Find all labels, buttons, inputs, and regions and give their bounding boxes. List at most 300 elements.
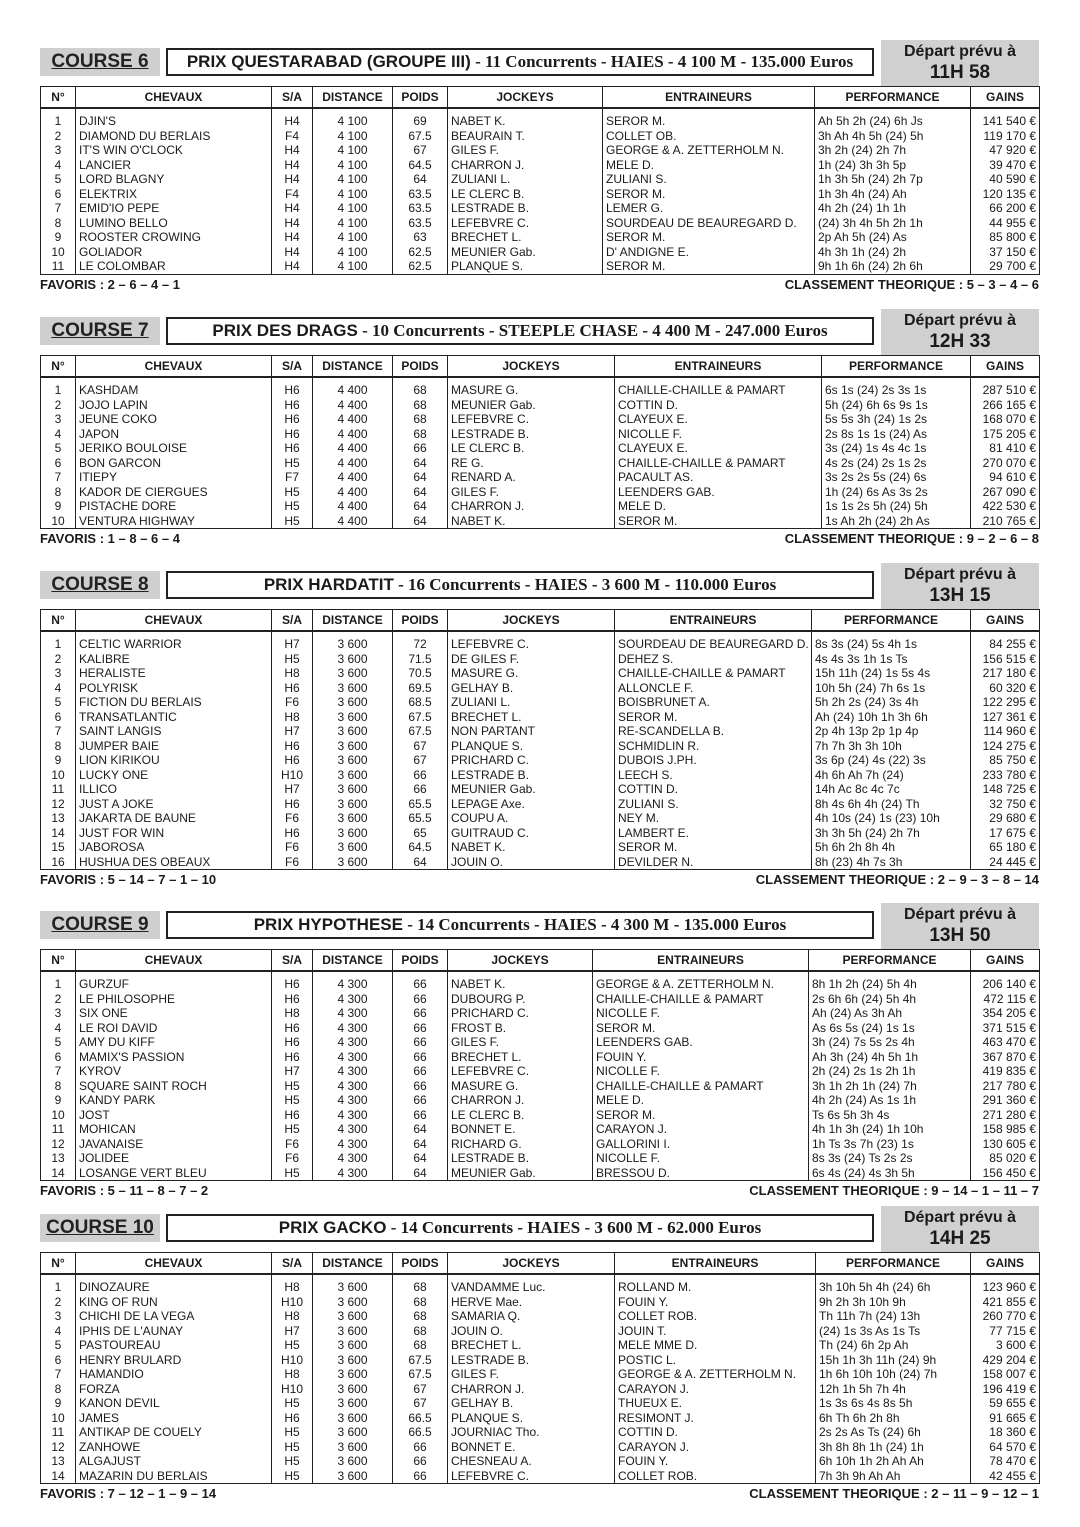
performance: 7h 7h 3h 3h 10h: [812, 739, 971, 754]
earnings: 270 070 €: [971, 456, 1040, 471]
trainer: CARAYON J.: [615, 1440, 816, 1455]
table-row: [41, 1469, 1040, 1484]
runner-number: 1: [41, 1274, 76, 1295]
distance: 3 600: [313, 855, 393, 870]
table-row: [41, 441, 1040, 456]
jockey: LESTRADE B.: [448, 1353, 615, 1368]
trainer: SOURDEAU DE BEAUREGARD D.: [603, 216, 815, 231]
weight: 62.5: [393, 259, 448, 274]
jockey: CHARRON J.: [448, 1382, 615, 1397]
earnings: 3 600 €: [971, 1338, 1040, 1353]
departure-box: [881, 563, 1039, 609]
horse-name: FORZA: [76, 1382, 272, 1397]
runner-number: 3: [41, 1309, 76, 1324]
classement-value: 2 – 9 – 3 – 8 – 14: [937, 872, 1039, 887]
sex-age: H6: [272, 412, 313, 427]
table-row: [41, 216, 1040, 231]
weight: 66: [393, 1079, 448, 1094]
table-row: [41, 1274, 1040, 1295]
weight: 64.5: [393, 840, 448, 855]
horse-name: SAINT LANGIS: [76, 724, 272, 739]
table-row: [41, 1440, 1040, 1455]
table-row: [41, 631, 1040, 652]
jockey: NABET K.: [448, 108, 603, 129]
horse-name: ZANHOWE: [76, 1440, 272, 1455]
horse-name: CHICHI DE LA VEGA: [76, 1309, 272, 1324]
earnings: 156 515 €: [971, 652, 1040, 667]
weight: 67: [393, 1396, 448, 1411]
distance: 4 400: [313, 470, 393, 485]
horse-name: JAMES: [76, 1411, 272, 1426]
performance: 3h 1h 2h 1h (24) 7h: [809, 1079, 971, 1094]
trainer: RE-SCANDELLA B.: [615, 724, 812, 739]
horse-name: JOLIDEE: [76, 1151, 272, 1166]
table-row: [41, 652, 1040, 667]
trainer: LEENDERS GAB.: [593, 1035, 809, 1050]
earnings: 130 605 €: [971, 1137, 1040, 1152]
distance: 4 300: [313, 1122, 393, 1137]
horse-name: JEUNE COKO: [76, 412, 272, 427]
jockey: HERVE Mae.: [448, 1295, 615, 1310]
jockey: LESTRADE B.: [448, 768, 615, 783]
performance: 2s 6h 6h (24) 5h 4h: [809, 992, 971, 1007]
runner-number: 9: [41, 1396, 76, 1411]
runner-number: 9: [41, 753, 76, 768]
jockey: RICHARD G.: [448, 1137, 593, 1152]
performance: 1h (24) 6s As 3s 2s: [822, 485, 971, 500]
col-header: JOCKEYS: [448, 87, 603, 109]
horse-name: HUSHUA DES OBEAUX: [76, 855, 272, 870]
earnings: 233 780 €: [971, 768, 1040, 783]
weight: 69.5: [393, 681, 448, 696]
col-header: JOCKEYS: [448, 950, 593, 972]
runner-number: 8: [41, 1079, 76, 1094]
table-row: [41, 108, 1040, 129]
sex-age: H6: [272, 1108, 313, 1123]
trainer: MELE D.: [593, 1093, 809, 1108]
distance: 4 300: [313, 971, 393, 992]
weight: 68.5: [393, 695, 448, 710]
distance: 4 300: [313, 1006, 393, 1021]
jockey: CHESNEAU A.: [448, 1454, 615, 1469]
favoris: [40, 275, 180, 295]
horse-name: JERIKO BOULOISE: [76, 441, 272, 456]
performance: 4h 2h (24) 1h 1h: [815, 201, 971, 216]
weight: 66.5: [393, 1411, 448, 1426]
trainer: ALLONCLE F.: [615, 681, 812, 696]
jockey: LE CLERC B.: [448, 187, 603, 202]
weight: 67: [393, 143, 448, 158]
departure-time: 13H 50: [929, 925, 991, 946]
trainer: SEROR M.: [603, 259, 815, 274]
jockey: LE CLERC B.: [448, 441, 615, 456]
horse-name: AMY DU KIFF: [76, 1035, 272, 1050]
runner-number: 4: [41, 1021, 76, 1036]
course-title: [166, 48, 874, 76]
horse-name: JUMPER BAIE: [76, 739, 272, 754]
jockey: LEFEBVRE C.: [448, 631, 615, 652]
favoris: [40, 870, 216, 890]
weight: 66: [393, 1440, 448, 1455]
earnings: 123 960 €: [971, 1274, 1040, 1295]
trainer: FOUIN Y.: [593, 1050, 809, 1065]
distance: 3 600: [313, 666, 393, 681]
table-row: [41, 143, 1040, 158]
horse-name: JOST: [76, 1108, 272, 1123]
race-description: - 16 Concurrents - HAIES - 3 600 M - 110.000 Euros: [393, 575, 777, 594]
table-row: [41, 1338, 1040, 1353]
trainer: LEENDERS GAB.: [615, 485, 822, 500]
course-footer: [40, 275, 1039, 295]
distance: 4 100: [313, 230, 393, 245]
race-description: - 14 Concurrents - HAIES - 3 600 M - 62.000 Euros: [386, 1218, 762, 1237]
table-row: [41, 1137, 1040, 1152]
table-row: [41, 753, 1040, 768]
horse-name: MOHICAN: [76, 1122, 272, 1137]
performance: 3h 8h 8h 1h (24) 1h: [816, 1440, 971, 1455]
earnings: 29 680 €: [971, 811, 1040, 826]
weight: 64: [393, 485, 448, 500]
sex-age: H5: [272, 1469, 313, 1484]
jockey: DUBOURG P.: [448, 992, 593, 1007]
runner-number: 13: [41, 811, 76, 826]
trainer: CLAYEUX E.: [615, 441, 822, 456]
col-header: S/A: [272, 610, 313, 632]
sex-age: H8: [272, 1274, 313, 1295]
course-header: [40, 40, 1039, 86]
performance: 7h 3h 9h Ah Ah: [816, 1469, 971, 1484]
distance: 4 100: [313, 259, 393, 274]
distance: 3 600: [313, 1411, 393, 1426]
jockey: CHARRON J.: [448, 499, 615, 514]
jockey: ZULIANI L.: [448, 172, 603, 187]
course-footer: [40, 1484, 1039, 1504]
runner-number: 7: [41, 1367, 76, 1382]
trainer: SEROR M.: [603, 108, 815, 129]
horse-name: KING OF RUN: [76, 1295, 272, 1310]
weight: 64: [393, 470, 448, 485]
sex-age: H7: [272, 1324, 313, 1339]
jockey: LESTRADE B.: [448, 1151, 593, 1166]
table-row: [41, 724, 1040, 739]
performance: 4h 1h 3h (24) 1h 10h: [809, 1122, 971, 1137]
horse-name: JUST A JOKE: [76, 797, 272, 812]
runner-number: 9: [41, 1093, 76, 1108]
col-header: S/A: [272, 356, 313, 378]
jockey: PLANQUE S.: [448, 1411, 615, 1426]
earnings: 94 610 €: [971, 470, 1040, 485]
runner-number: 10: [41, 1411, 76, 1426]
col-header: DISTANCE: [313, 610, 393, 632]
earnings: 40 590 €: [971, 172, 1040, 187]
earnings: 66 200 €: [971, 201, 1040, 216]
table-row: [41, 1093, 1040, 1108]
distance: 4 300: [313, 1035, 393, 1050]
table-row: [41, 768, 1040, 783]
course-title: [166, 911, 874, 939]
jockey: JOURNIAC Tho.: [448, 1425, 615, 1440]
table-row: [41, 245, 1040, 260]
weight: 63.5: [393, 201, 448, 216]
distance: 4 100: [313, 158, 393, 173]
weight: 62.5: [393, 245, 448, 260]
col-header: JOCKEYS: [448, 610, 615, 632]
jockey: NABET K.: [448, 514, 615, 529]
distance: 4 400: [313, 427, 393, 442]
earnings: 148 725 €: [971, 782, 1040, 797]
sex-age: H4: [272, 158, 313, 173]
horse-name: ROOSTER CROWING: [76, 230, 272, 245]
runner-number: 2: [41, 652, 76, 667]
performance: 14h Ac 8c 4c 7c: [812, 782, 971, 797]
horse-name: GOLIADOR: [76, 245, 272, 260]
table-row: [41, 1079, 1040, 1094]
sex-age: H5: [272, 485, 313, 500]
weight: 66: [393, 1021, 448, 1036]
runner-number: 10: [41, 245, 76, 260]
sex-age: H5: [272, 1166, 313, 1181]
jockey: CHARRON J.: [448, 158, 603, 173]
trainer: NEY M.: [615, 811, 812, 826]
performance: 3s (24) 1s 4s 4c 1s: [822, 441, 971, 456]
earnings: 210 765 €: [971, 514, 1040, 529]
performance: 2s 2s As Ts (24) 6h: [816, 1425, 971, 1440]
earnings: 77 715 €: [971, 1324, 1040, 1339]
favoris: [40, 1484, 216, 1504]
col-header: POIDS: [393, 356, 448, 378]
distance: 3 600: [313, 1295, 393, 1310]
horse-name: LE ROI DAVID: [76, 1021, 272, 1036]
jockey: MASURE G.: [448, 377, 615, 398]
earnings: 291 360 €: [971, 1093, 1040, 1108]
trainer: ZULIANI S.: [615, 797, 812, 812]
trainer: CHAILLE-CHAILLE & PAMART: [615, 456, 822, 471]
favoris-label: FAVORIS :: [40, 276, 105, 292]
performance: As 6s 5s (24) 1s 1s: [809, 1021, 971, 1036]
favoris-value: 7 – 12 – 1 – 9 – 14: [107, 1486, 217, 1501]
trainer: MELE D.: [603, 158, 815, 173]
performance: 1h 6h 10h 10h (24) 7h: [816, 1367, 971, 1382]
sex-age: H5: [272, 1425, 313, 1440]
table-row: [41, 172, 1040, 187]
weight: 68: [393, 1324, 448, 1339]
weight: 68: [393, 377, 448, 398]
trainer: MELE MME D.: [615, 1338, 816, 1353]
sex-age: H7: [272, 631, 313, 652]
favoris: [40, 529, 180, 549]
horse-name: JUST FOR WIN: [76, 826, 272, 841]
trainer: THUEUX E.: [615, 1396, 816, 1411]
performance: 2p Ah 5h (24) As: [815, 230, 971, 245]
col-header: GAINS: [971, 87, 1040, 109]
runner-number: 7: [41, 201, 76, 216]
earnings: 429 204 €: [971, 1353, 1040, 1368]
col-header: N°: [41, 87, 76, 109]
weight: 67: [393, 739, 448, 754]
runner-number: 14: [41, 1469, 76, 1484]
runner-number: 3: [41, 143, 76, 158]
course-header: [40, 1206, 1039, 1252]
sex-age: H10: [272, 1295, 313, 1310]
runner-number: 14: [41, 1166, 76, 1181]
performance: 1h 3h 4h (24) Ah: [815, 187, 971, 202]
performance: 4h 3h 1h (24) 2h: [815, 245, 971, 260]
horse-name: ELEKTRIX: [76, 187, 272, 202]
jockey: FROST B.: [448, 1021, 593, 1036]
sex-age: H5: [272, 1454, 313, 1469]
table-row: [41, 187, 1040, 202]
earnings: 18 360 €: [971, 1425, 1040, 1440]
earnings: 260 770 €: [971, 1309, 1040, 1324]
col-header: ENTRAINEURS: [615, 1253, 816, 1275]
trainer: SCHMIDLIN R.: [615, 739, 812, 754]
course-number: COURSE 6: [40, 48, 160, 76]
weight: 67.5: [393, 1367, 448, 1382]
jockey: MEUNIER Gab.: [448, 245, 603, 260]
sex-age: H6: [272, 441, 313, 456]
jockey: BONNET E.: [448, 1440, 615, 1455]
performance: (24) 3h 4h 5h 2h 1h: [815, 216, 971, 231]
table-row: [41, 514, 1040, 529]
weight: 65.5: [393, 811, 448, 826]
earnings: 141 540 €: [971, 108, 1040, 129]
trainer: COLLET OB.: [603, 129, 815, 144]
race-description: - 11 Concurrents - HAIES - 4 100 M - 135.000 Euros: [470, 52, 854, 71]
table-row: [41, 499, 1040, 514]
classement-value: 5 – 3 – 4 – 6: [966, 276, 1039, 292]
trainer: DUBOIS J.PH.: [615, 753, 812, 768]
horse-name: JOJO LAPIN: [76, 398, 272, 413]
performance: 1h (24) 3h 3h 5p: [815, 158, 971, 173]
sex-age: H4: [272, 216, 313, 231]
departure-label: Départ prévu à: [903, 312, 1017, 329]
trainer: NICOLLE F.: [593, 1006, 809, 1021]
distance: 4 300: [313, 1050, 393, 1065]
distance: 3 600: [313, 1324, 393, 1339]
favoris-label: FAVORIS :: [40, 1486, 105, 1501]
performance: 2h (24) 2s 1s 2h 1h: [809, 1064, 971, 1079]
col-header: PERFORMANCE: [816, 1253, 971, 1275]
jockey: GUITRAUD C.: [448, 826, 615, 841]
sex-age: H5: [272, 456, 313, 471]
horse-name: LE COLOMBAR: [76, 259, 272, 274]
distance: 3 600: [313, 681, 393, 696]
sex-age: H4: [272, 259, 313, 274]
weight: 68: [393, 1338, 448, 1353]
performance: Ah 3h (24) 4h 5h 1h: [809, 1050, 971, 1065]
jockey: NABET K.: [448, 840, 615, 855]
col-header: JOCKEYS: [448, 1253, 615, 1275]
col-header: ENTRAINEURS: [615, 610, 812, 632]
sex-age: H6: [272, 1411, 313, 1426]
runner-number: 10: [41, 514, 76, 529]
departure-time: 13H 15: [929, 585, 991, 606]
col-header: N°: [41, 610, 76, 632]
weight: 68: [393, 1274, 448, 1295]
sex-age: H6: [272, 398, 313, 413]
table-row: [41, 1064, 1040, 1079]
performance: 4s 4s 3s 1h 1s Ts: [812, 652, 971, 667]
weight: 67.5: [393, 710, 448, 725]
distance: 4 100: [313, 129, 393, 144]
departure-label: Départ prévu à: [903, 43, 1017, 60]
distance: 3 600: [313, 1367, 393, 1382]
earnings: 47 920 €: [971, 143, 1040, 158]
trainer: NICOLLE F.: [593, 1064, 809, 1079]
earnings: 24 445 €: [971, 855, 1040, 870]
classement-label: CLASSEMENT THEORIQUE :: [784, 531, 964, 546]
trainer: NICOLLE F.: [593, 1151, 809, 1166]
distance: 3 600: [313, 652, 393, 667]
earnings: 37 150 €: [971, 245, 1040, 260]
departure-label: Départ prévu à: [903, 906, 1017, 923]
trainer: D' ANDIGNE E.: [603, 245, 815, 260]
trainer: SEROR M.: [615, 514, 822, 529]
runner-number: 11: [41, 1122, 76, 1137]
trainer: COTTIN D.: [615, 1425, 816, 1440]
table-row: [41, 1035, 1040, 1050]
earnings: 85 800 €: [971, 230, 1040, 245]
runner-number: 1: [41, 631, 76, 652]
departure-box: [881, 903, 1039, 949]
horse-name: LOSANGE VERT BLEU: [76, 1166, 272, 1181]
trainer: BRESSOU D.: [593, 1166, 809, 1181]
classement-theorique: [785, 529, 1039, 549]
trainer: RESIMONT J.: [615, 1411, 816, 1426]
trainer: SEROR M.: [593, 1021, 809, 1036]
trainer: JOUIN T.: [615, 1324, 816, 1339]
performance: 15h 11h (24) 1s 5s 4s: [812, 666, 971, 681]
horse-name: HENRY BRULARD: [76, 1353, 272, 1368]
distance: 3 600: [313, 1454, 393, 1469]
runner-number: 1: [41, 377, 76, 398]
distance: 4 300: [313, 1108, 393, 1123]
col-header: S/A: [272, 87, 313, 109]
performance: 10h 5h (24) 7h 6s 1s: [812, 681, 971, 696]
sex-age: F6: [272, 811, 313, 826]
sex-age: H4: [272, 143, 313, 158]
earnings: 217 780 €: [971, 1079, 1040, 1094]
jockey: MEUNIER Gab.: [448, 782, 615, 797]
weight: 66: [393, 1006, 448, 1021]
jockey: BONNET E.: [448, 1122, 593, 1137]
sex-age: H5: [272, 1396, 313, 1411]
performance: (24) 1s 3s As 1s Ts: [816, 1324, 971, 1339]
performance: 9h 1h 6h (24) 2h 6h: [815, 259, 971, 274]
performance: Ts 6s 5h 3h 4s: [809, 1108, 971, 1123]
table-row: [41, 201, 1040, 216]
earnings: 122 295 €: [971, 695, 1040, 710]
sex-age: H5: [272, 1440, 313, 1455]
classement-theorique: [749, 1484, 1039, 1504]
departure-box: [881, 309, 1039, 355]
weight: 68: [393, 398, 448, 413]
table-row: [41, 1309, 1040, 1324]
jockey: PRICHARD C.: [448, 753, 615, 768]
trainer: DEVILDER N.: [615, 855, 812, 870]
performance: 5h 6h 2h 8h 4h: [812, 840, 971, 855]
jockey: RENARD A.: [448, 470, 615, 485]
race-name: PRIX HARDATIT: [263, 575, 394, 594]
distance: 4 300: [313, 1021, 393, 1036]
table-row: [41, 1454, 1040, 1469]
runner-number: 4: [41, 681, 76, 696]
performance: 4s 2s (24) 2s 1s 2s: [822, 456, 971, 471]
distance: 4 300: [313, 1166, 393, 1181]
trainer: COTTIN D.: [615, 782, 812, 797]
weight: 64: [393, 1166, 448, 1181]
weight: 64: [393, 172, 448, 187]
